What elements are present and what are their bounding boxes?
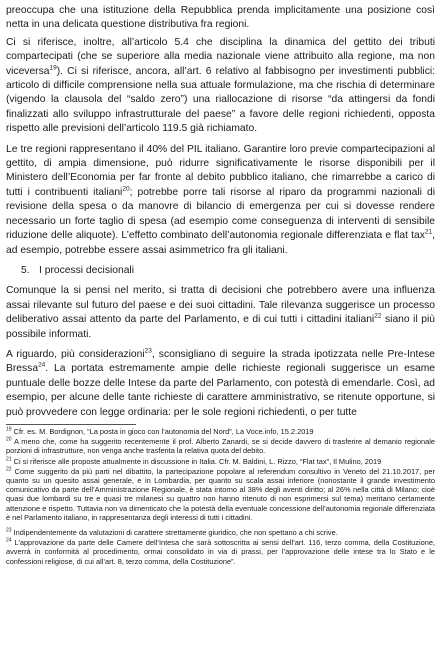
footnote: $^{22}$ Come suggerito da più parti nel dibattito, la partecipazione popolare al referendum consultivo in Veneto del 21.10.2017, per quanto su un quesito assai generale, e in Lombardia, per quanto su scala assai inferiore (nonostante il grande investimento comunicativo da parte dell’Amministrazione Regionale, è stata intorno al 38% degli aventi diritto; al 26% nella città di Milano; cioè quasi due lombardi su tre e quasi tre milanesi su quattro non hanno ritenuto di non esprimersi sul tema) meritano certamente attenzione e rispetto. Tuttavia non va dimenticato che la potestà della eventuale concessione dell’autonomia regionale differenziata è nel Parlamento italiano, in rappresentanza degli interessi di tutti i cittadini.	[6, 466, 435, 522]
footnote: $^{19}$ Cfr. es. M. Bordignon, “La posta in gioco con l’autonomia del Nord”, La Voce.info, 15.2.2019	[6, 426, 314, 436]
footnote-ref[interactable]: 20	[122, 185, 130, 193]
footnote-ref[interactable]: 24	[38, 361, 46, 369]
section-title: I processi decisionali	[39, 264, 135, 276]
footnote: $^{24}$ L’approvazione da parte delle Camere dell’Intesa che sarà sottoscritta ai sensi dell’art. 116, terzo comma, della Costituzione, avverrà in conformità al procedimento, ormai consolidato in via di prassi, per l’approvazione delle intese tra lo Stato e le confessioni religiose, di cui all’art. 8, terzo comma, della Costituzione”.	[6, 537, 435, 566]
footnote-ref[interactable]: 21	[424, 228, 433, 236]
footnote: $^{20}$ A meno che, come ha suggerito recentemente il prof. Alberto Zanardi, se si decide davvero di trasferire al demanio regionale porzioni di infrastrutture, non venga anche trasferita la relativa quota del debito.	[6, 436, 435, 456]
section-number: 5.	[21, 264, 30, 276]
footnote-separator	[6, 424, 136, 425]
paragraph-considerations: A riguardo, più considerazioni$^{23}$, sconsigliano di seguire la strada ipotizzata nelle Pre-Intese Bressa$^{24}$. La portata estremamente ampie delle richieste regionali suggerisce un esame puntuale delle bozze delle Intese da parte del Parlamento, con potestà di emendarle. Così, ad esempio, per alcune delle tante richieste di carattere amministrativo, se ritenute opportune, si può provvedere con legge ordinaria: per le sole regioni richiedenti, o per tutte	[6, 347, 435, 418]
footnote-ref[interactable]: 23	[144, 347, 152, 355]
paragraph-intro: preoccupa che una istituzione della Repubblica prenda implicitamente una posizione così netta in una delicata questione distributiva fra regioni.	[6, 5, 435, 31]
footnote-ref[interactable]: 22	[374, 312, 382, 320]
section-heading	[21, 264, 435, 278]
paragraph-decisions: Comunque la si pensi nel merito, si tratta di decisioni che potrebbero avere una influenza assai rilevante sul futuro del paese e dei suoi cittadini. Tale rilevanza suggerisce un processo deliberativo assai attento da parte del Parlamento, e di cui tutti i cittadini italiani$^{22}$ siano il più possibile informati.	[6, 285, 436, 340]
footnote-ref[interactable]: 19	[49, 64, 57, 72]
footnote: $^{21}$ Ci si riferisce alle proposte attualmente in discussione in Italia. Cfr. M. Baldini, L. Rizzo, “Flat tax”, Il Mulino, 2019	[6, 456, 382, 466]
footnote: $^{23}$ Indipendentemente da valutazioni di carattere strettamente giuridico, che non spettano a chi scrive.	[6, 527, 338, 537]
paragraph-pil: Le tre regioni rappresentano il 40% del PIL italiano. Garantire loro previe compartecipazioni al gettito, di ampia dimensione, può ridurre significativamente le risorse disponibili per il Ministero dell’Economia per far fronte al debito pubblico italiano, che rimarrebbe a carico di tutti i contribuenti italiani$^{20}$; potrebbe porre tali risorse al riparo da programmi nazionali di revisione della spesa o da manovre di bilancio di emergenza per cui si dovesse rendere necessario un forte taglio di spesa (ad esempio come conseguenza di interventi di sensibile riduzione delle aliquote). L’effetto combinato dell’autonomia regionale differenziata e flat tax$^{21}$, ad esempio, potrebbe essere assai asimmetrico fra gli italiani.	[6, 143, 435, 256]
paragraph-articles: Ci si riferisce, inoltre, all’articolo 5.4 che disciplina la dinamica del gettito dei tributi compartecipati (che se superiore alla media nazionale viene attribuito alla regione, ma non viceversa$^{19}$). Ci si riferisce, ancora, all’art. 6 relativo al fabbisogno per investimenti pubblici: articolo di difficile comprensione nella sua attuale formulazione, ma che rischia di determinare (vigendo la clausola del “saldo zero”) una riallocazione di risorse “da attingersi da fondi finalizzati allo sviluppo infrastrutturale del paese” a favore delle regioni richiedenti, opposta rispetto alle previsioni dell’articolo 119.5 già richiamato.	[6, 36, 435, 135]
